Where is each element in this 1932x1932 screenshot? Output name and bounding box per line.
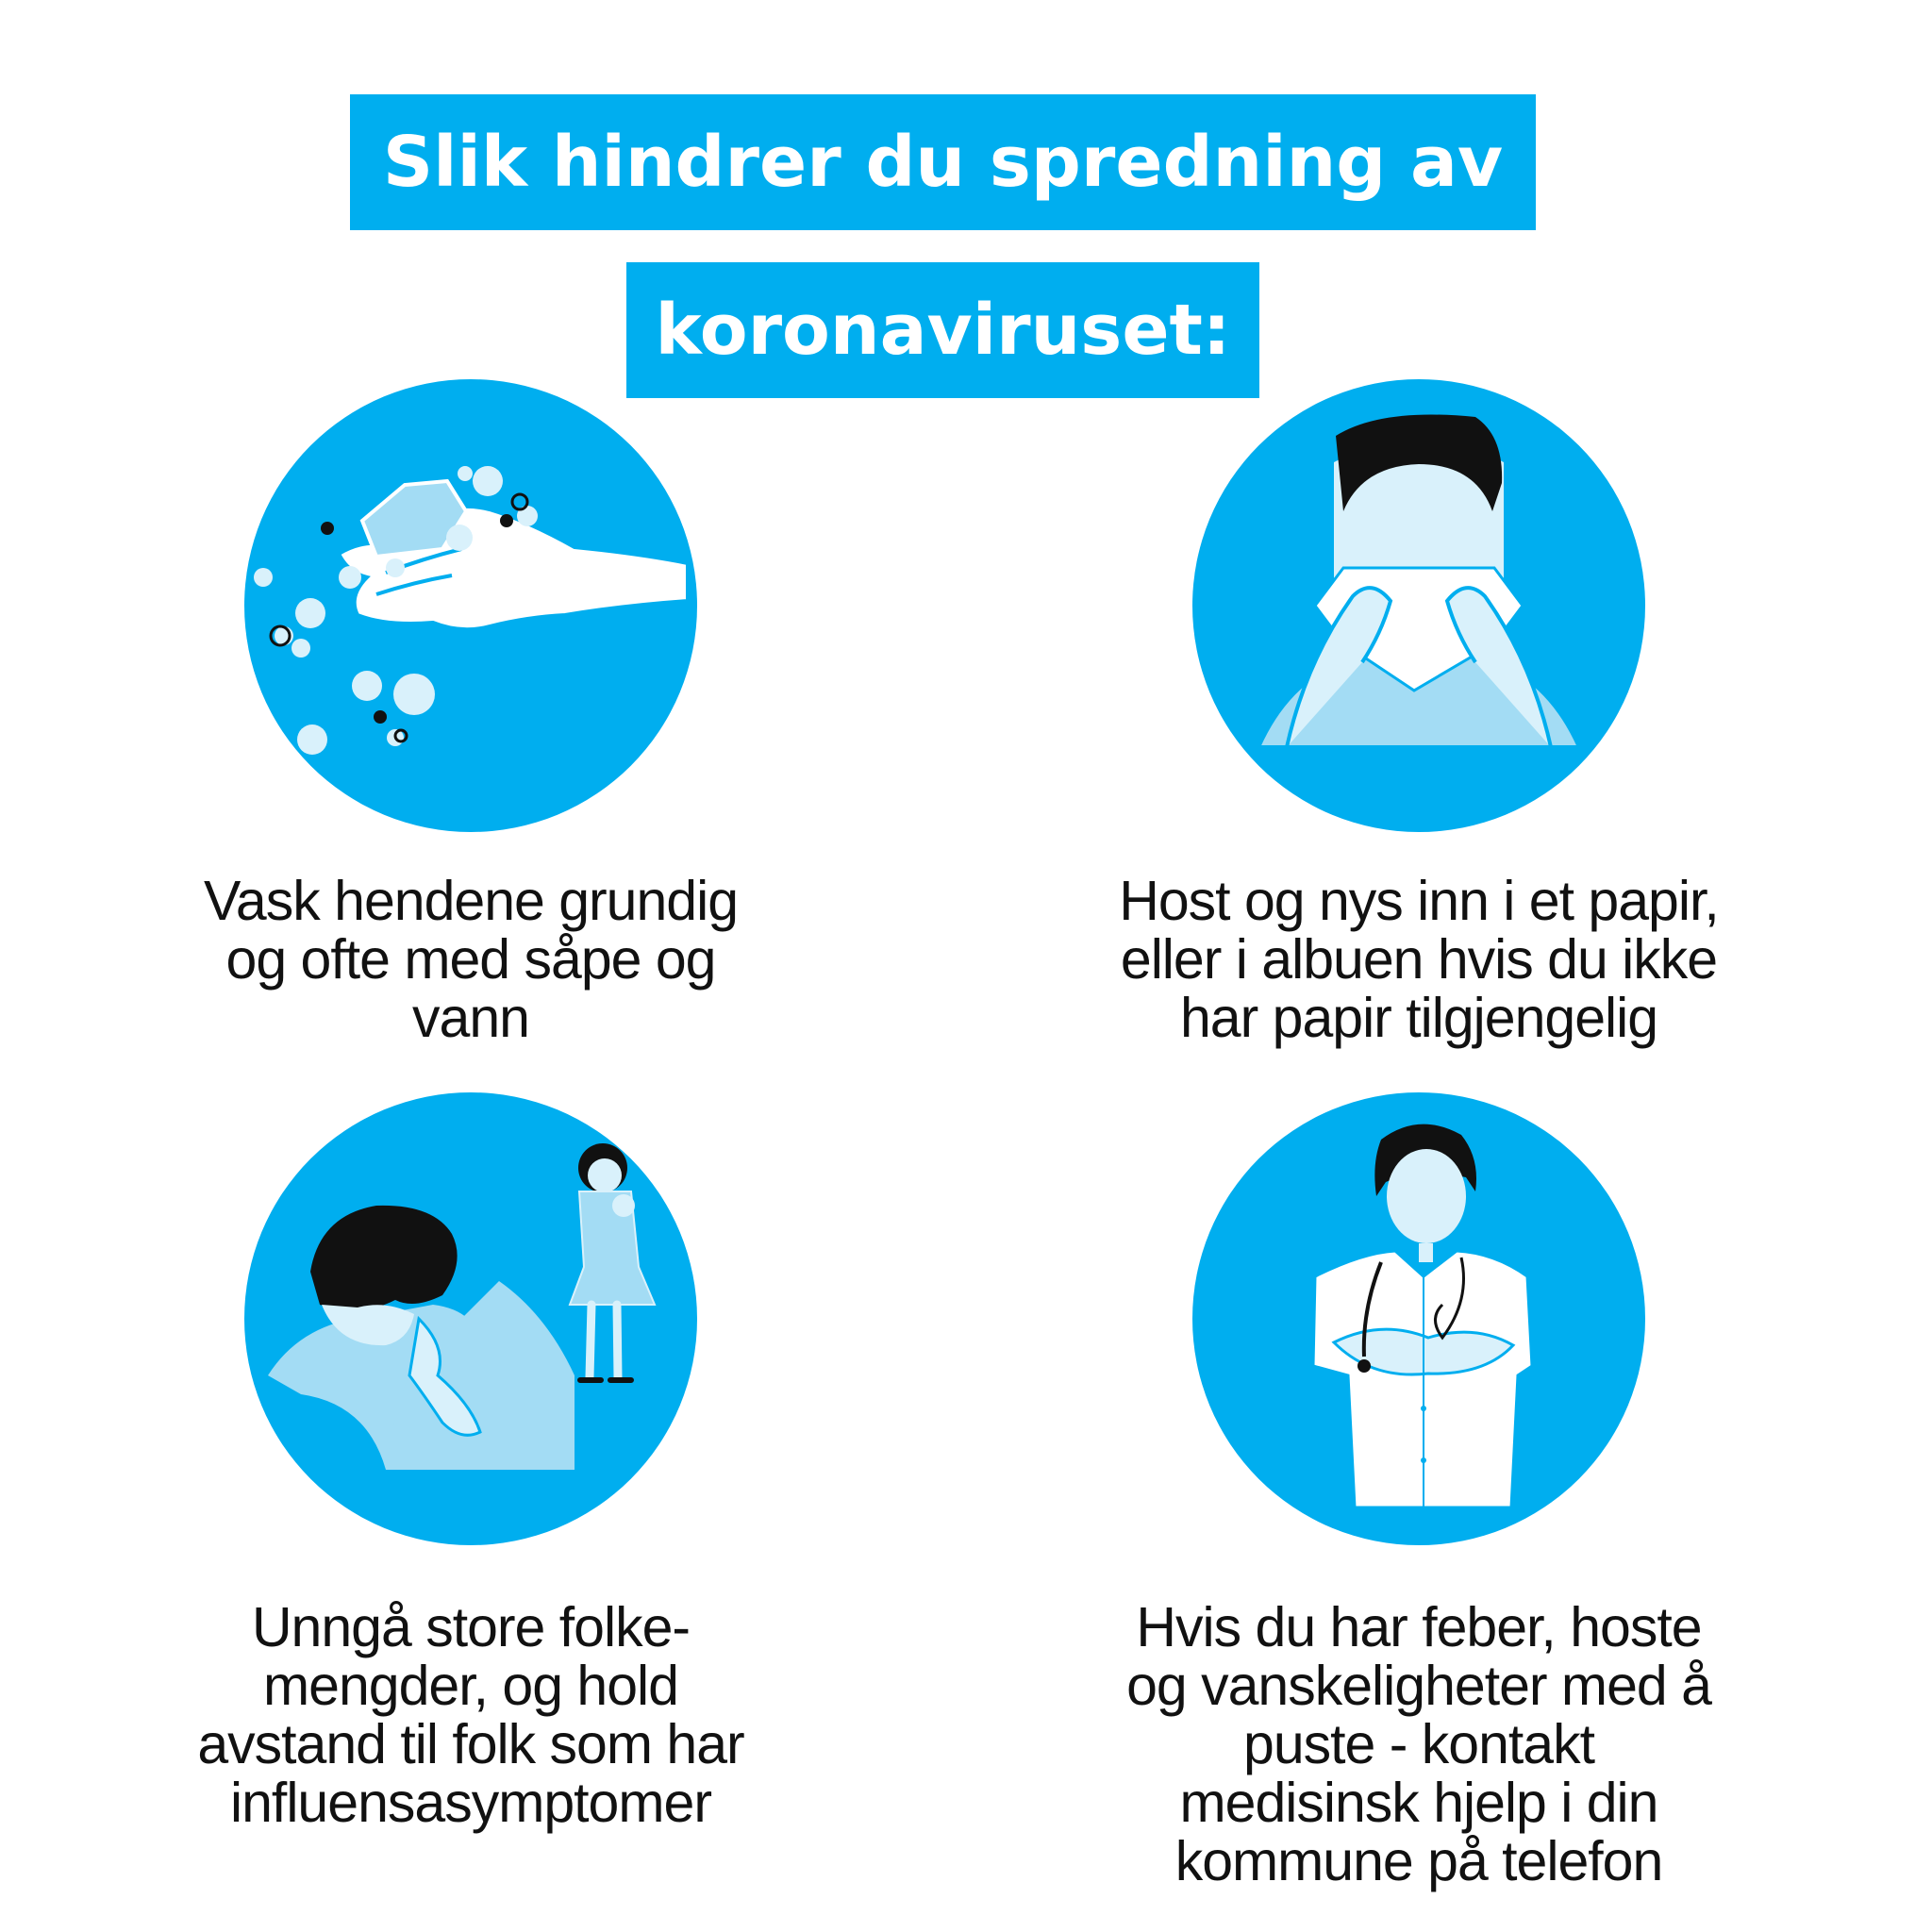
- tip-avoid-crowds-text: [131, 1598, 810, 1832]
- caption-line: avstand til folk som har: [197, 1713, 744, 1775]
- doctor-icon: [1192, 1092, 1645, 1545]
- tip-hand-washing-text: [131, 872, 810, 1047]
- title-line-1: Slik hindrer du spredning av: [350, 94, 1536, 230]
- caption-line: eller i albuen hvis du ikke: [1120, 928, 1718, 991]
- caption-line: vann: [412, 987, 529, 1049]
- caption-line: mengder, og hold: [263, 1655, 678, 1717]
- caption-line: og vanskeligheter med å: [1126, 1655, 1711, 1717]
- caption-line: medisinsk hjelp i din: [1179, 1772, 1658, 1834]
- tip-tissue-sneeze-text: [1079, 872, 1758, 1047]
- caption-line: Host og nys inn i et papir,: [1119, 870, 1719, 932]
- caption-line: har papir tilgjengelig: [1179, 987, 1658, 1049]
- caption-line: puste - kontakt: [1243, 1713, 1594, 1775]
- caption-line: Vask hendene grundig: [203, 870, 739, 932]
- caption-line: Hvis du har feber, hoste: [1136, 1596, 1702, 1658]
- tissue-sneeze-icon: [1192, 379, 1645, 832]
- caption-line: Unngå store folke-: [251, 1596, 691, 1658]
- caption-line: kommune på telefon: [1174, 1830, 1663, 1892]
- hand-washing-icon: [244, 379, 697, 832]
- elbow-cough-distance-icon: [244, 1092, 697, 1545]
- caption-line: og ofte med såpe og: [225, 928, 716, 991]
- title-line-2: koronaviruset:: [626, 262, 1259, 398]
- tip-contact-doctor-text: [1079, 1598, 1758, 1890]
- caption-line: influensasymptomer: [230, 1772, 711, 1834]
